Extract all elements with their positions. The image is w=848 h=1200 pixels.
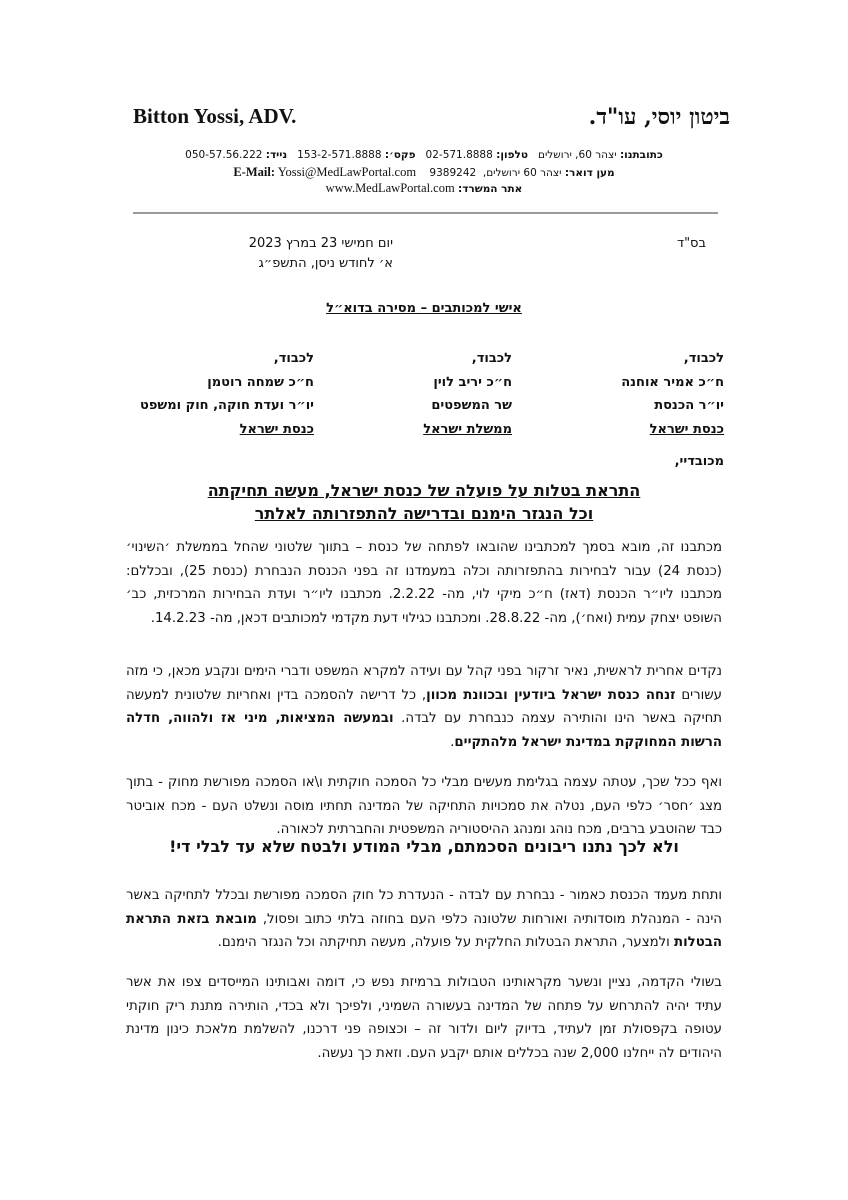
site-label: אתר המשרד: [458, 183, 523, 195]
bsd-mark: בס"ד [676, 236, 706, 251]
contact-line-2 [0, 165, 848, 180]
letterhead-name-hebrew: ביטון יוסי, עו"ד. [588, 104, 730, 130]
p2-text-c: . [450, 734, 455, 750]
salutation: מכובדיי, [674, 454, 724, 469]
date-hebrew: א׳ לחודש ניסן, התשפ״ג [258, 256, 393, 271]
p4-bold: מובאת בזאת התראת הבטלות [126, 911, 722, 950]
zip-code: 9389242 [429, 167, 477, 179]
mail-address: יצהר 60 ירושלים, [482, 167, 562, 179]
letter-title-line-2: וכל הנגזר הימנם ובדרישה להתפזרותה לאלתר [254, 504, 594, 523]
recipient-org: כנסת ישראל [239, 421, 314, 437]
recipient-org: ממשלת ישראל [423, 421, 512, 437]
p2-bold-a: זנחה כנסת ישראל ביודעין ובכוונת מכוון [426, 687, 676, 703]
body-paragraph-5: בשולי הקדמה, נציין ונשער מקראותינו הטבולות ברמיזת נפש כי, דומה ואבותינו המייסדים צפו את אשר עתיד יהיה להתרחש על פתחה של המדינה בעשורה השמיני, ולפיכך ולא בכדי, הותירה מתנת ריק חוקתי עטופה בקפסולת זמן לעתיד, בדיוק ליום ולדור זה – וכצופה פני דרכנו, להשלמת מלאכת כינון מדינת היהודים לה ייחלנו 2,000 שנה בכללים אותם יקבע העם. וזאת כך נעשה. [126, 975, 722, 1061]
website-link[interactable]: www.MedLawPortal.com [325, 181, 455, 195]
mobile-value: 050-57.56.222 [185, 149, 263, 161]
recipient-honor: לכבוד, [683, 351, 724, 366]
recipient-block [494, 347, 724, 441]
recipient-org: כנסת ישראל [649, 421, 724, 437]
letter-title-line-1: התראת בטלות על פועלה של כנסת ישראל, מעשה תחיקתה [207, 481, 641, 500]
recipient-block [84, 347, 314, 441]
contact-line-1 [0, 149, 848, 161]
recipient-role: יו״ר הכנסת [654, 398, 724, 413]
email-label: E-Mail: [233, 165, 276, 179]
emphasis-line: ולא לכך נתנו ריבונים הסכמתם, מבלי המודע ולבטח שלא עד לבלי די! [169, 837, 679, 856]
p2-text-b: , כל דרישה להסמכה בדין ואחריות שלטונית למעשה תחיקה באשר הינו והותירה עצמה כנבחרת עם לבדה. [126, 687, 722, 726]
recipient-role: שר המשפטים [431, 398, 512, 413]
p4-text-b: ולמצער, התראת הבטלות החלקית על פועלה, מעשה תחיקתה וכל הנגזר הימנם. [217, 935, 675, 950]
phone-label: טלפון: [496, 149, 528, 161]
recipient-name: ח״כ אמיר אוחנה [621, 374, 724, 390]
recipient-honor: לכבוד, [273, 351, 314, 366]
recipient-name: ח״כ יריב לוין [433, 374, 512, 390]
address-label: כתובתנו: [619, 149, 663, 161]
body-paragraph-3: ואף ככל שכך, עטתה עצמה בגלימת מעשים מבלי כל הסמכה חוקתית ו\או הסמכה מפורשת מחוק - בתוך מצג ׳חסר׳ כלפי העם, נטלה את סמכויות התחיקה של המדינה תחתיו מוסה ונשלט העם - מכח אוביטר כבד שהוטבע ברבים, מכח נוהג ומנהג ההיסטוריה המשפטית והחברתית לכאורה. [126, 775, 722, 837]
letterhead-name-english: Bitton Yossi, ADV. [133, 104, 297, 128]
contact-line-3 [0, 181, 848, 196]
p2-text-a: נקדים אחרית לראשית, נאיר זרקור בפני קהל עם ועידה למקרא המשפט ודברי הימים ונקבע מכאן, כי מזה עשורים [126, 664, 723, 703]
fax-value: 153-2-571.8888 [297, 149, 382, 161]
recipient-block [282, 347, 512, 441]
address-value: יצהר 60, ירושלים [537, 149, 617, 161]
email-block [233, 165, 416, 179]
email-link[interactable]: Yossi@MedLawPortal.com [277, 165, 417, 179]
recipient-honor: לכבוד, [471, 351, 512, 366]
recipient-role: יו״ר ועדת חוקה, חוק ומשפט [139, 398, 314, 413]
mobile-label: נייד: [265, 149, 288, 161]
fax-label: פקס׳: [384, 149, 416, 161]
header-divider [133, 212, 718, 214]
recipient-name: ח״כ שמחה רוטמן [207, 374, 314, 390]
date-gregorian: יום חמישי 23 במרץ 2023 [248, 236, 393, 251]
phone-value: 02-571.8888 [425, 149, 493, 161]
mail-label: מען דואר: [564, 167, 615, 179]
p4-text-a: ותחת מעמד הכנסת כאמור - נבחרת עם לבדה - הנעדרת כל חוק הסמכה מפורשת ובכלל לתחיקה באשר הינה - המנהלת מוסדותיה ואורחות שלטונה כלפי העם בחוזה בלתי כתוב ופסול, [126, 888, 722, 927]
body-paragraph-2 [126, 660, 722, 754]
body-paragraph-1: מכתבנו זה, מובא בסמך למכתבינו שהובאו לפתחה של כנסת – בתווך שלטוני שהחל בממשלת ׳השינוי׳ (כנסת 24) עבור לבחירות בהתפזרותה וכלה במעמדנו זה בפני הכנסת הנבחרת (כנסת 25), ובכללם: מכתבנו ליו״ר הכנסת (דאז) ח״כ מיקי לוי, מה- 2.2.22. מכתבנו ליו״ר ועדת הבחירות המרכזית, כב׳ השופט יצחק עמית (ואח׳), מה- 28.8.22. ומכתבנו כגילוי דעת מקדמי למכותבים דכאן, מה- 14.2.23. [126, 540, 722, 626]
body-paragraph-4 [126, 884, 722, 955]
p2-bold-b: ובמעשה המציאות, מיני אז ולהווה, חדלה הרשות המחוקקת במדינת ישראל מלהתקיים [126, 711, 722, 750]
delivery-note: אישי למכותבים – מסירה בדוא״ל [326, 301, 522, 316]
